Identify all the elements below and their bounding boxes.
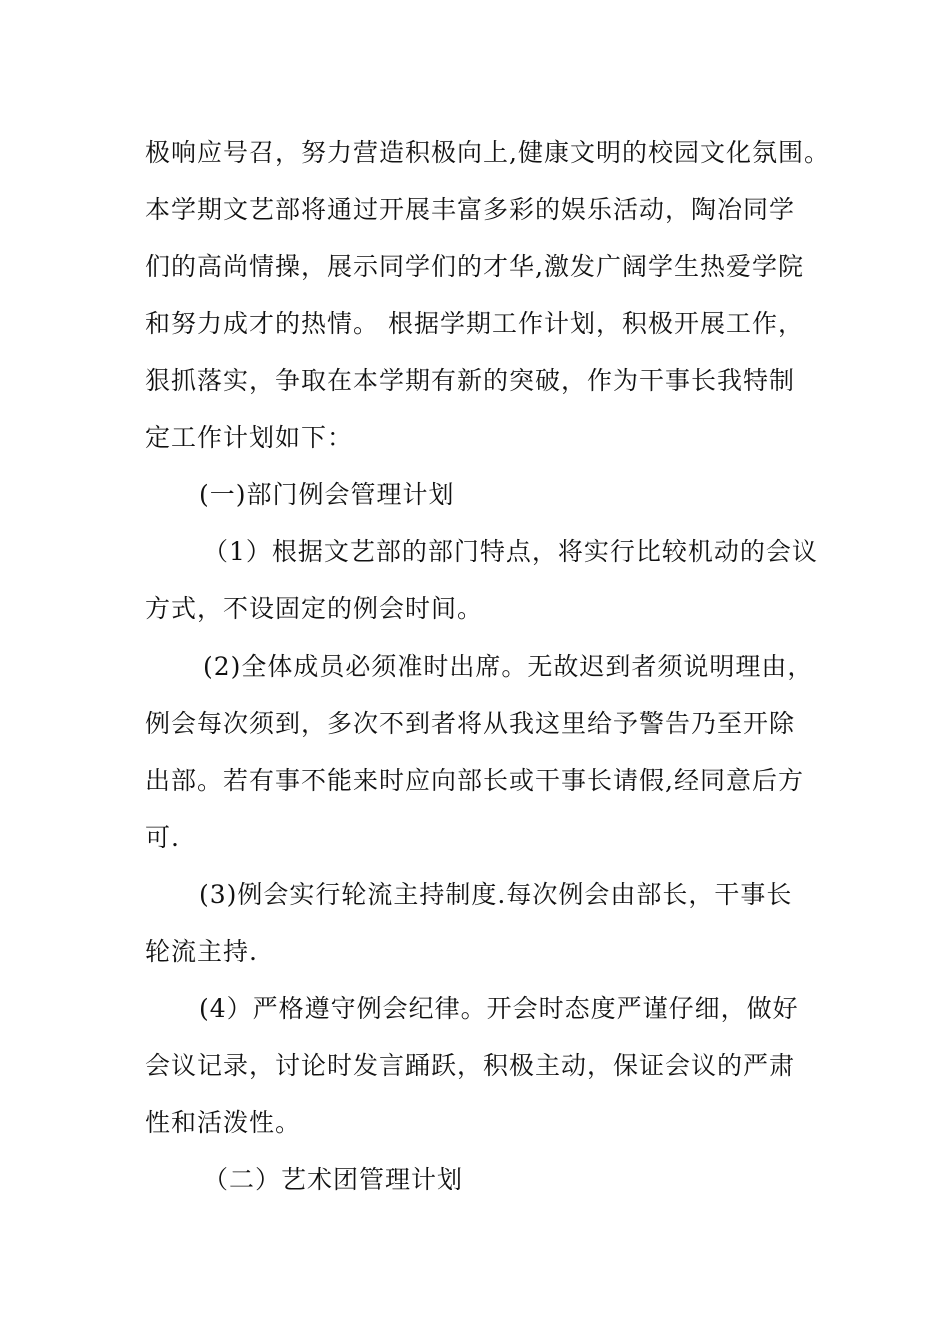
body-text-line: (3)例会实行轮流主持制度.每次例会由部长，干事长	[199, 880, 793, 909]
body-text-line: (2)全体成员必须准时出席。无故迟到者须说明理由，	[203, 652, 814, 681]
body-text-line: (4）严格遵守例会纪律。开会时态度严谨仔细，做好	[199, 994, 799, 1023]
body-text-line: 和努力成才的热情。 根据学期工作计划，积极开展工作，	[145, 309, 804, 338]
body-text-line: 定工作计划如下：	[145, 423, 354, 452]
section-heading: (一)部门例会管理计划	[199, 480, 455, 509]
body-text-line: 狠抓落实，争取在本学期有新的突破，作为干事长我特制	[145, 366, 796, 395]
body-text-line: 本学期文艺部将通过开展丰富多彩的娱乐活动，陶冶同学	[145, 195, 796, 224]
body-text-line: 出部。若有事不能来时应向部长或干事长请假,经同意后方	[145, 766, 804, 795]
body-text-line: 轮流主持.	[145, 937, 258, 966]
body-text-line: 会议记录，讨论时发言踊跃，积极主动，保证会议的严肃	[145, 1051, 796, 1080]
body-text-line: 方式，不设固定的例会时间。	[145, 594, 484, 623]
body-text-line: 性和活泼性。	[145, 1108, 302, 1137]
body-text-line: 们的高尚情操，展示同学们的才华,激发广阔学生热爱学院	[145, 252, 804, 281]
body-text-line: （1）根据文艺部的部门特点，将实行比较机动的会议	[203, 537, 818, 566]
body-text-line: 可.	[145, 823, 180, 852]
body-text-line: 极响应号召，努力营造积极向上,健康文明的校园文化氛围。	[145, 138, 830, 167]
body-text-line: 例会每次须到，多次不到者将从我这里给予警告乃至开除	[145, 709, 796, 738]
section-heading: （二）艺术团管理计划	[203, 1165, 464, 1194]
